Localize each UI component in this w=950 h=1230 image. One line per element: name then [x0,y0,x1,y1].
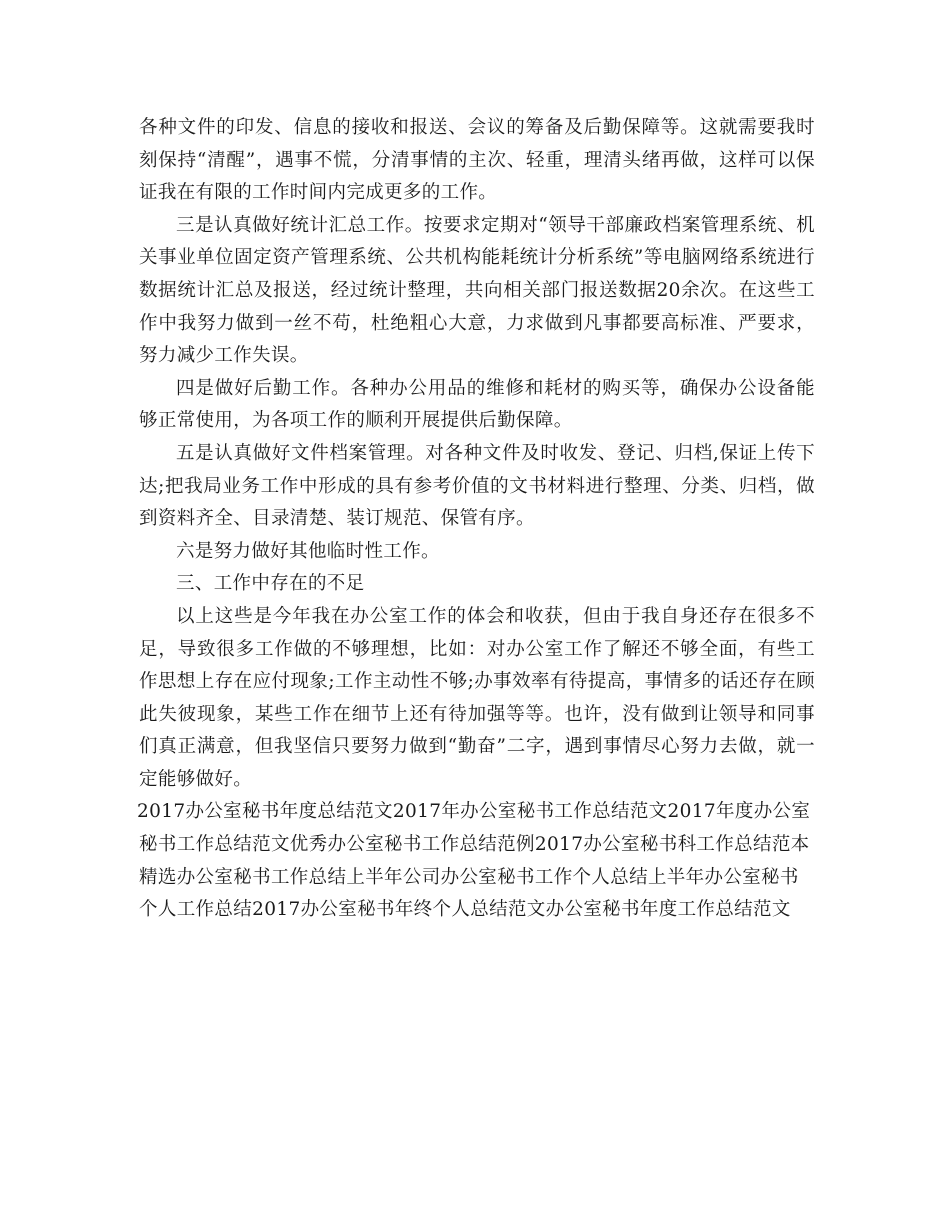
paragraph-temporary-work: 六是努力做好其他临时性工作。 [176,540,440,562]
related-titles: 2017办公室秘书年度总结范文2017年办公室秘书工作总结范文2017年度办公室秘书工作总结范文优秀办公室秘书工作总结范例2017办公室秘书科工作总结范本精选办公室秘书工作总结上半年公司办公室秘书工作个人总结上半年办公室秘书个人工作总结2017办公室秘书年终个人总结范文办公室秘书年度工作总结范文 [137,801,811,921]
paragraph-shortcomings: 以上这些是今年我在办公室工作的体会和收获，但由于我自身还存在很多不足，导致很多工作做的不够理想，比如：对办公室工作了解还不够全面，有些工作思想上存在应付现象;工作主动性不够;办事效率有待提高，事情多的话还存在顾此失彼现象，某些工作在细节上还有待加强等等。也许，没有做到让领导和同事们真正满意，但我坚信只要努力做到“勤奋”二字，遇到事情尽心努力去做，就一定能够做好。 [139,605,815,790]
paragraph-logistics-work: 四是做好后勤工作。各种办公用品的维修和耗材的购买等，确保办公设备能够正常使用，为各项工作的顺利开展提供后勤保障。 [139,377,815,432]
paragraph-statistics-work: 三是认真做好统计汇总工作。按要求定期对“领导干部廉政档案管理系统、机关事业单位固定资产管理系统、公共机构能耗统计分析系统”等电脑网络系统进行数据统计汇总及报送，经过统计整理，共向相关部门报送数据20余次。在这些工作中我努力做到一丝不苟，杜绝粗心大意，力求做到凡事都要高标准、严要求，努力减少工作失误。 [139,214,815,367]
section-heading: 三、工作中存在的不足 [176,573,365,595]
paragraph-continuation: 各种文件的印发、信息的接收和报送、会议的筹备及后勤保障等。这就需要我时刻保持“清醒”，遇事不慌，分清事情的主次、轻重，理清头绪再做，这样可以保证我在有限的工作时间内完成更多的工作。 [139,117,815,204]
paragraph-archive-management: 五是认真做好文件档案管理。对各种文件及时收发、登记、归档,保证上传下达;把我局业务工作中形成的具有参考价值的文书材料进行整理、分类、归档，做到资料齐全、目录清楚、装订规范、保管有序。 [139,442,815,530]
document-body [139,112,815,927]
